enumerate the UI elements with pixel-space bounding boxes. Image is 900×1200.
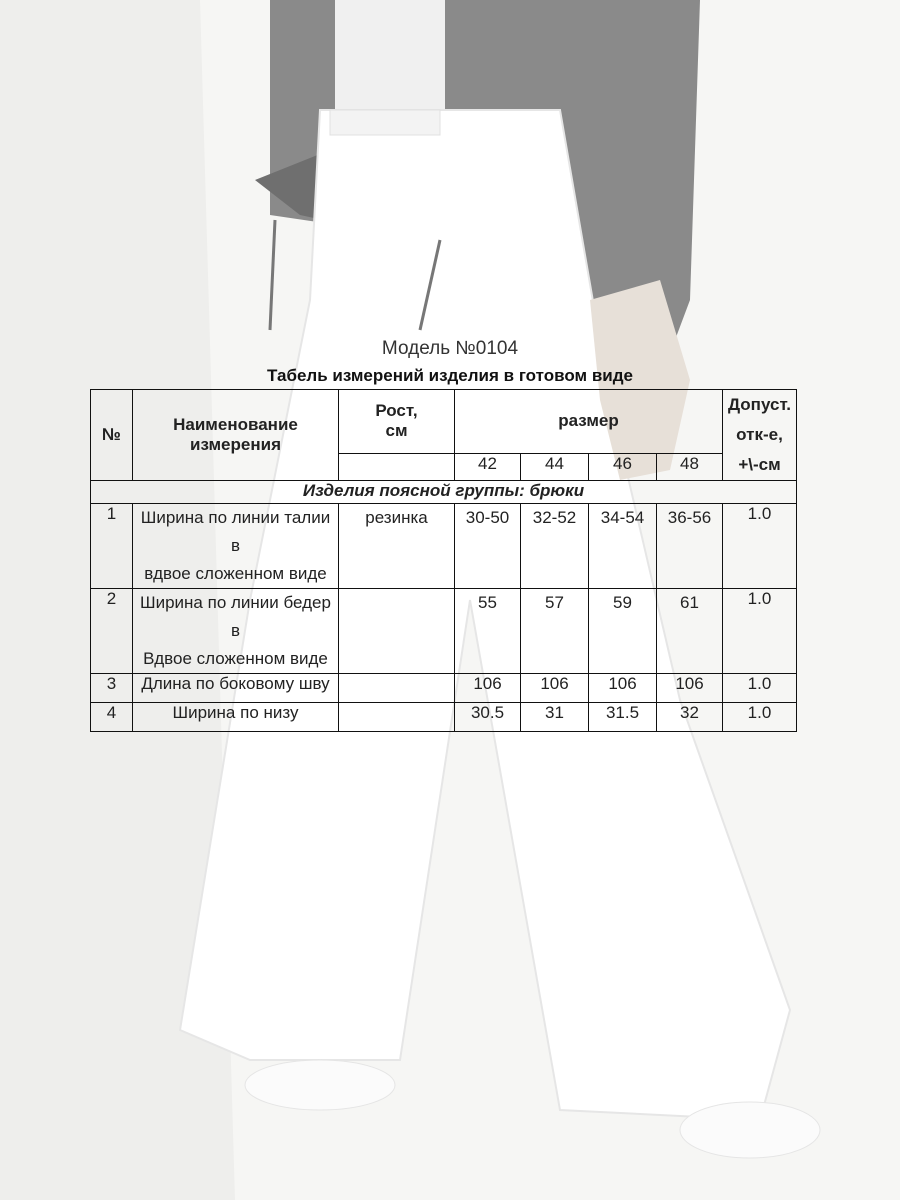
row-name-line: Ширина по линии талии bbox=[140, 508, 331, 527]
model-number: Модель №0104 bbox=[381, 338, 519, 359]
row-value-44: 31 bbox=[521, 703, 589, 732]
row-name-line: вдвое сложенном виде bbox=[144, 564, 327, 583]
table-row bbox=[91, 703, 797, 732]
row-value bbox=[455, 504, 521, 589]
row-name-line: Ширина по линии бедер bbox=[140, 593, 331, 612]
document-title: Табель измерений изделия в готовом виде bbox=[267, 366, 633, 385]
row-value-46: 31.5 bbox=[589, 703, 657, 732]
row-tolerance: 1.0 bbox=[723, 589, 797, 674]
row-value-42: 30-50 bbox=[465, 508, 510, 527]
row-value-48: 61 bbox=[680, 593, 699, 612]
size-header: 48 bbox=[657, 453, 723, 480]
row-value bbox=[521, 504, 589, 589]
header-size: размер bbox=[455, 390, 723, 454]
size-header: 44 bbox=[521, 453, 589, 480]
row-name bbox=[133, 589, 339, 674]
table-row bbox=[91, 674, 797, 703]
size-header: 46 bbox=[589, 453, 657, 480]
row-height-value bbox=[339, 589, 454, 593]
row-name-line: Вдвое сложенном виде bbox=[143, 649, 328, 668]
header-tolerance: Допуст. отк-е, +\-см bbox=[723, 390, 797, 481]
row-value-48: 36-56 bbox=[667, 508, 712, 527]
section-title: Изделия поясной группы: брюки bbox=[91, 481, 797, 504]
row-value-42: 106 bbox=[455, 674, 521, 703]
table-row bbox=[91, 504, 797, 589]
row-value-48: 106 bbox=[657, 674, 723, 703]
header-height-empty bbox=[339, 453, 455, 480]
row-value bbox=[455, 589, 521, 674]
row-value-46: 59 bbox=[613, 593, 632, 612]
row-value bbox=[657, 504, 723, 589]
row-name: Длина по боковому шву bbox=[133, 674, 339, 703]
row-value bbox=[521, 589, 589, 674]
row-tolerance: 1.0 bbox=[723, 504, 797, 589]
row-height bbox=[339, 674, 455, 703]
row-number: 2 bbox=[91, 589, 133, 674]
row-height bbox=[339, 589, 455, 674]
size-header: 42 bbox=[455, 453, 521, 480]
measurement-table bbox=[90, 389, 797, 732]
table-row bbox=[91, 589, 797, 674]
row-tolerance: 1.0 bbox=[723, 703, 797, 732]
row-number: 1 bbox=[91, 504, 133, 589]
row-name-line: в bbox=[230, 536, 241, 555]
row-number: 3 bbox=[91, 674, 133, 703]
row-value-44: 57 bbox=[545, 593, 564, 612]
row-value-42: 30.5 bbox=[455, 703, 521, 732]
row-value bbox=[589, 589, 657, 674]
row-name-line: в bbox=[230, 621, 241, 640]
row-name bbox=[133, 504, 339, 589]
row-number: 4 bbox=[91, 703, 133, 732]
row-value-46: 34-54 bbox=[600, 508, 645, 527]
header-height: Рост, см bbox=[339, 390, 455, 454]
row-value bbox=[589, 504, 657, 589]
row-value-42: 55 bbox=[478, 593, 497, 612]
row-height bbox=[339, 504, 455, 589]
row-height bbox=[339, 703, 455, 732]
row-tolerance: 1.0 bbox=[723, 674, 797, 703]
header-num: № bbox=[91, 390, 133, 481]
row-value-44: 106 bbox=[521, 674, 589, 703]
row-height-value: резинка bbox=[365, 508, 428, 527]
row-value-46: 106 bbox=[589, 674, 657, 703]
header-name: Наименование измерения bbox=[133, 390, 339, 481]
row-name: Ширина по низу bbox=[133, 703, 339, 732]
row-value-44: 32-52 bbox=[532, 508, 577, 527]
row-value bbox=[657, 589, 723, 674]
row-value-48: 32 bbox=[657, 703, 723, 732]
